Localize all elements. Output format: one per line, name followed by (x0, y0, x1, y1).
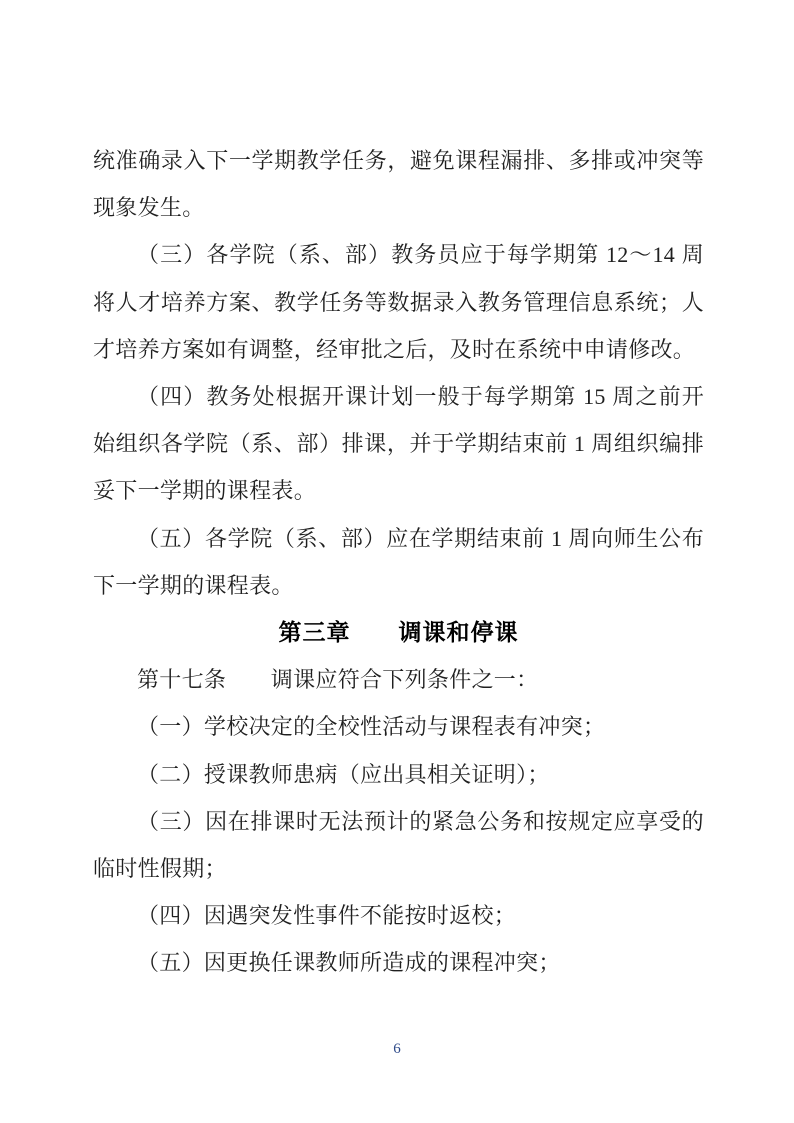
clause-item-5: （五）各学院（系、部）应在学期结束前 1 周向师生公布下一学期的课程表。 (93, 525, 704, 598)
condition-item-3: （三）因在排课时无法预计的紧急公务和按规定应享受的临时性假期； (93, 808, 704, 882)
condition-item-1: （一）学校决定的全校性活动与课程表有冲突； (137, 714, 606, 740)
condition-item-5: （五）因更换任课教师所造成的课程冲突； (137, 950, 561, 976)
page-number: 6 (393, 1041, 401, 1057)
paragraph-continuation: 统准确录入下一学期教学任务，避免课程漏排、多排或冲突等现象发生。 (93, 148, 704, 221)
chapter-heading: 第三章 调课和停课 (278, 619, 519, 646)
clause-item-3: （三）各学院（系、部）教务员应于每学期第 12～14 周将人才培养方案、教学任务等数据录入教务管理信息系统；人才培养方案如有调整，经审批之后，及时在系统中申请修改。 (93, 242, 704, 362)
condition-item-4: （四）因遇突发性事件不能按时返校； (137, 903, 517, 929)
clause-item-4: （四）教务处根据开课计划一般于每学期第 15 周之前开始组织各学院（系、部）排课，并于学期结束前 1 周组织编排妥下一学期的课程表。 (93, 384, 704, 504)
article-17-lead: 第十七条 调课应符合下列条件之一： (137, 667, 539, 693)
page-footer (0, 1040, 794, 1058)
condition-item-2: （二）授课教师患病（应出具相关证明）； (137, 761, 550, 787)
